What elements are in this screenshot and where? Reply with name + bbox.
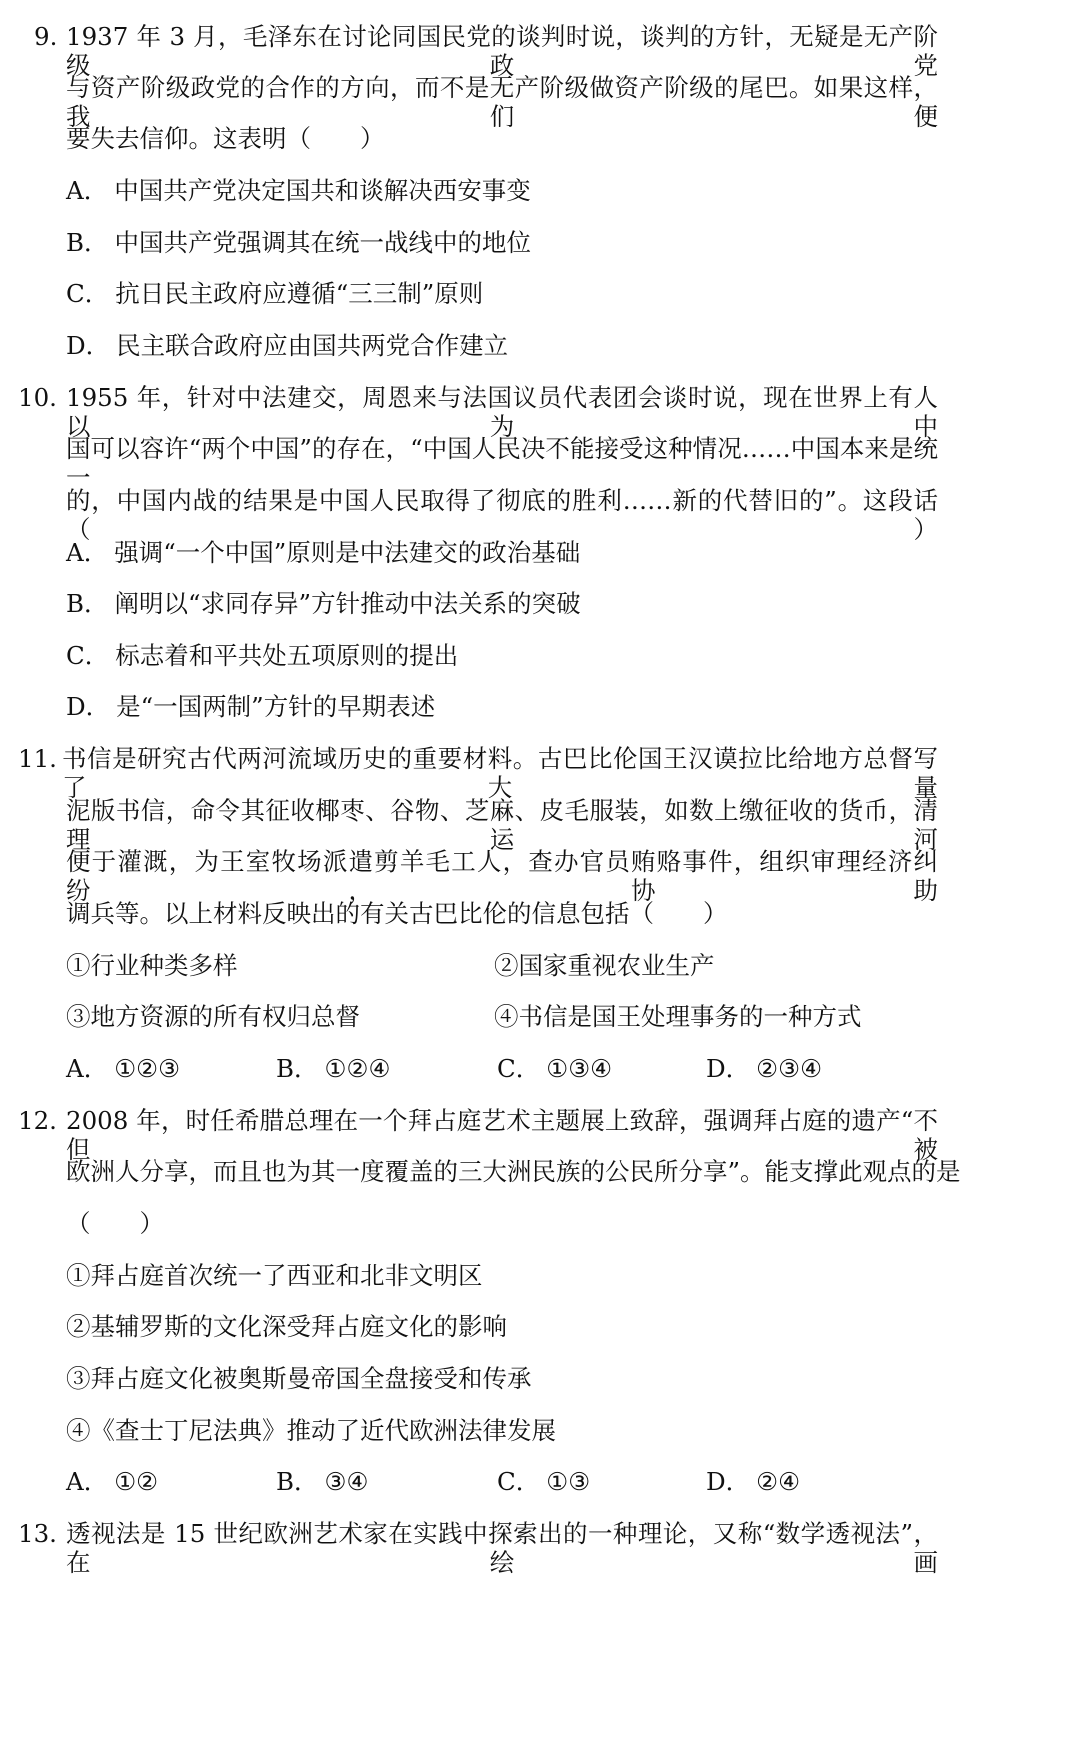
option-a [66, 1467, 158, 1496]
option-text: 中国共产党决定国共和谈解决西安事变 [114, 176, 531, 205]
option-d [706, 1467, 800, 1496]
statement-1: ①行业种类多样 [66, 951, 238, 980]
question-stem-line: 便于灌溉，为王室牧场派遣剪羊毛工人，查办官员贿赂事件，组织审理经济纠纷，协助 [66, 847, 938, 905]
statement-4: ④《查士丁尼法典》推动了近代欧洲法律发展 [66, 1416, 556, 1445]
option-text: ①③ [546, 1467, 591, 1496]
option-b [66, 589, 581, 618]
option-label: A． [66, 538, 109, 567]
question-stem-line: 1937 年 3 月，毛泽东在讨论同国民党的谈判时说，谈判的方针，无疑是无产阶级政党 [66, 22, 938, 80]
option-text: 强调“一个中国”原则是中法建交的政治基础 [114, 538, 581, 567]
question-stem-line: 国可以容许“两个中国”的存在，“中国人民决不能接受这种情况……中国本来是统一 [66, 434, 938, 492]
option-text: ②③④ [756, 1054, 823, 1083]
option-b [276, 1054, 390, 1083]
option-d [66, 331, 508, 360]
option-a [66, 538, 580, 567]
option-label: C． [497, 1054, 541, 1083]
question-stem-line: 2008 年，时任希腊总理在一个拜占庭艺术主题展上致辞，强调拜占庭的遗产“不但被 [66, 1106, 938, 1164]
option-b [276, 1467, 368, 1496]
option-text: ①②③ [114, 1054, 181, 1083]
question-stem-line: 与资产阶级政党的合作的方向，而不是无产阶级做资产阶级的尾巴。如果这样，我们便 [66, 73, 938, 131]
option-text: ②④ [756, 1467, 801, 1496]
option-text: 抗日民主政府应遵循“三三制”原则 [115, 279, 484, 308]
option-label: A． [66, 1054, 109, 1083]
option-label: C． [66, 279, 110, 308]
option-text: ①③④ [546, 1054, 613, 1083]
option-text: 标志着和平共处五项原则的提出 [115, 641, 459, 670]
option-text: ①②④ [324, 1054, 391, 1083]
option-label: D． [66, 331, 111, 360]
option-label: B． [276, 1467, 319, 1496]
option-label: A． [66, 1467, 109, 1496]
option-label: B． [66, 228, 109, 257]
statement-3: ③地方资源的所有权归总督 [66, 1002, 360, 1031]
statement-4: ④书信是国王处理事务的一种方式 [494, 1002, 862, 1031]
statement-1: ①拜占庭首次统一了西亚和北非文明区 [66, 1261, 483, 1290]
option-text: ③④ [324, 1467, 369, 1496]
question-stem-line: 书信是研究古代两河流域历史的重要材料。古巴比伦国王汉谟拉比给地方总督写了大量 [62, 744, 938, 802]
option-text: 中国共产党强调其在统一战线中的地位 [114, 228, 532, 257]
question-stem-line: 欧洲人分享，而且也为其一度覆盖的三大洲民族的公民所分享”。能支撑此观点的是 [66, 1157, 961, 1186]
option-label: A． [66, 176, 109, 205]
option-c [66, 641, 458, 670]
option-label: B． [276, 1054, 319, 1083]
statement-2: ②国家重视农业生产 [494, 951, 715, 980]
question-stem-line: 调兵等。以上材料反映出的有关古巴比伦的信息包括（ ） [66, 899, 728, 928]
question-stem-line: 要失去信仰。这表明（ ） [66, 124, 385, 153]
option-d [66, 692, 435, 721]
question-number: 12. [18, 1106, 57, 1135]
statement-3: ③拜占庭文化被奥斯曼帝国全盘接受和传承 [66, 1364, 532, 1393]
question-stem-line: 1955 年，针对中法建交，周恩来与法国议员代表团会谈时说，现在世界上有人以为中 [66, 383, 938, 441]
option-text: ①② [114, 1467, 159, 1496]
option-text: 民主联合政府应由国共两党合作建立 [116, 331, 509, 360]
question-stem-line: （ ） [66, 1209, 164, 1238]
option-text: 阐明以“求同存异”方针推动中法关系的突破 [114, 589, 581, 618]
question-number: 11. [18, 744, 57, 773]
option-text: 是“一国两制”方针的早期表述 [116, 692, 436, 721]
question-number: 13. [18, 1519, 57, 1548]
question-stem-line: 的，中国内战的结果是中国人民取得了彻底的胜利……新的代替旧的”。这段话（ ） [66, 486, 938, 544]
question-stem-line: 泥版书信，命令其征收椰枣、谷物、芝麻、皮毛服装，如数上缴征收的货币，清理运河 [66, 796, 938, 854]
statement-2: ②基辅罗斯的文化深受拜占庭文化的影响 [66, 1312, 507, 1341]
option-label: B． [66, 589, 109, 618]
option-c [497, 1054, 612, 1083]
option-label: D． [66, 692, 111, 721]
option-label: D． [706, 1467, 751, 1496]
option-d [706, 1054, 822, 1083]
option-c [497, 1467, 590, 1496]
question-stem-line: 透视法是 15 世纪欧洲艺术家在实践中探索出的一种理论，又称“数学透视法”，在绘画 [66, 1519, 938, 1577]
option-c [66, 279, 483, 308]
option-b [66, 228, 531, 257]
option-a [66, 1054, 180, 1083]
question-number: 10. [18, 383, 57, 412]
option-label: C． [66, 641, 110, 670]
option-label: D． [706, 1054, 751, 1083]
question-number: 9. [34, 22, 58, 51]
option-label: C． [497, 1467, 541, 1496]
option-a [66, 176, 531, 205]
